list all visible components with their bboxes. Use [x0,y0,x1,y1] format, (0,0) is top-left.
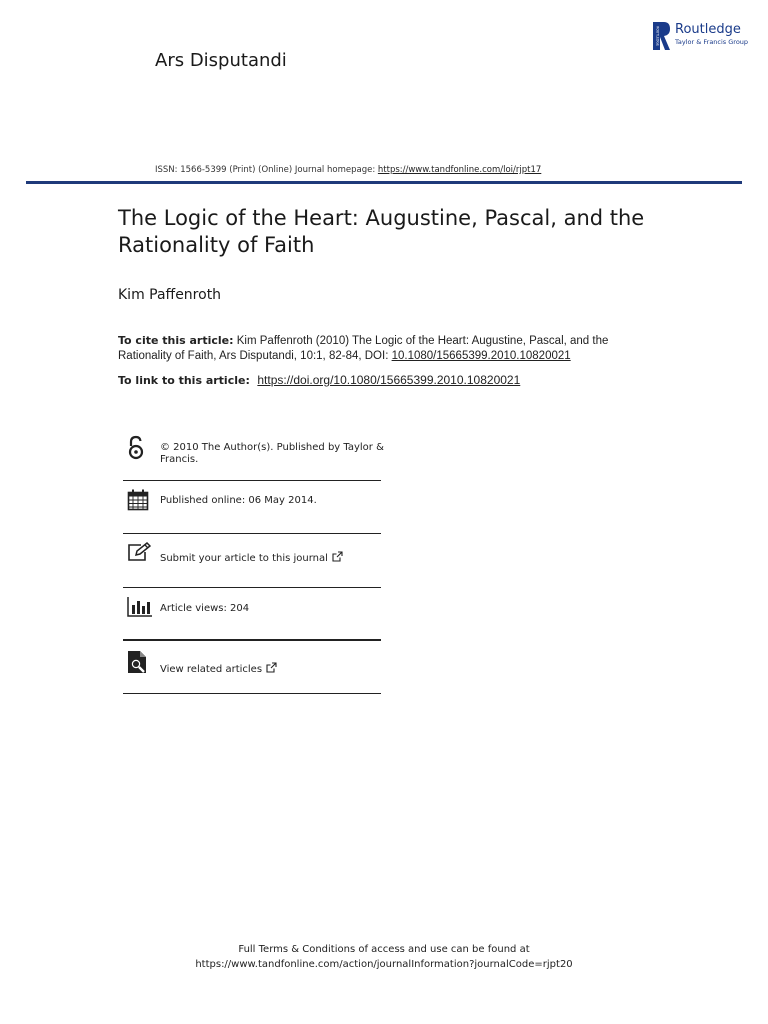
submit-article-link[interactable] [160,551,343,565]
related-row[interactable] [123,641,381,694]
routledge-logo-icon [653,22,671,50]
calendar-icon [127,489,149,511]
journal-name: Ars Disputandi [155,50,287,71]
header-rule [26,181,742,184]
published-text: Published online: 06 May 2014. [160,495,317,506]
license-text: © 2010 The Author(s). Published by Taylor & Francis. [160,442,384,465]
journal-homepage-link[interactable]: https://www.tandfonline.com/loi/rjpt17 [377,165,542,175]
citation-text: Kim Paffenroth (2010) The Logic of the Heart: Augustine, Pascal, and the Rationality of Faith, Ars Disputandi, 10:1, 82-84, DOI: [118,335,609,362]
views-text: Article views: 204 [160,603,250,614]
bar-chart-icon [127,597,153,617]
views-row [123,588,381,641]
footer [0,942,768,972]
issn-text: ISSN: 1566-5399 (Print) (Online) Journal homepage: [155,165,378,175]
external-link-icon [266,662,277,673]
footer-terms-link[interactable]: https://www.tandfonline.com/action/journalInformation?journalCode=rjpt20 [195,959,573,970]
article-info-list [123,432,384,694]
citation-label: To cite this article: [118,334,234,347]
article-link-label: To link to this article: [118,374,250,387]
publisher-group: Taylor & Francis Group [675,38,749,46]
publisher-logo[interactable] [653,22,748,52]
article-doi-link[interactable]: https://doi.org/10.1080/15665399.2010.10820021 [257,373,521,387]
related-articles-text: View related articles [160,664,263,675]
article-author: Kim Paffenroth [118,287,222,303]
issn-line [155,165,541,175]
citation-block [118,333,658,364]
search-document-icon [127,650,149,674]
license-row [123,432,384,481]
footer-terms-text: Full Terms & Conditions of access and use can be found at [238,944,530,955]
related-articles-link[interactable] [160,662,277,676]
published-row [123,481,381,534]
external-link-icon [332,551,343,562]
article-title: The Logic of the Heart: Augustine, Pascal, and the Rationality of Faith [118,206,645,257]
publisher-brand: Routledge [675,22,741,37]
article-link-block [118,373,520,387]
open-access-icon [127,435,145,461]
submit-article-text: Submit your article to this journal [160,553,328,564]
logo-mark-text: ROUTLEDGE [655,26,660,46]
submit-row[interactable] [123,534,381,588]
edit-icon [127,542,151,562]
citation-doi-link[interactable]: 10.1080/15665399.2010.10820021 [391,350,571,362]
